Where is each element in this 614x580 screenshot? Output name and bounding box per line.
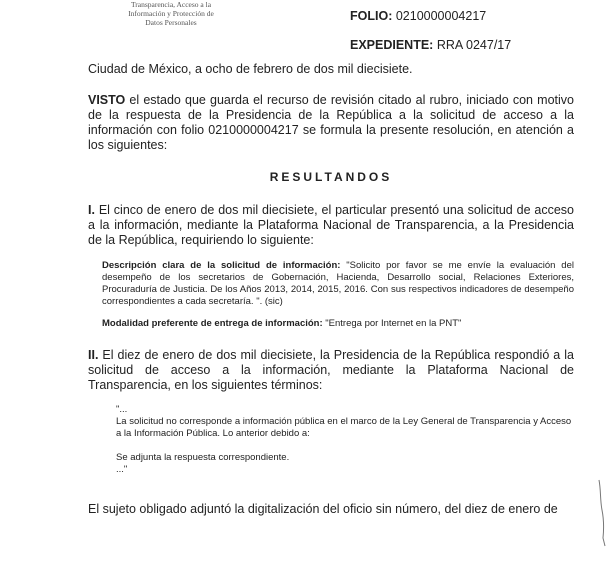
expediente-label: EXPEDIENTE: xyxy=(350,38,434,52)
folio xyxy=(350,9,486,23)
request-modality-text: "Entrega por Internet en la PNT" xyxy=(322,318,462,329)
institution-line: Datos Personales xyxy=(145,18,197,27)
document-body xyxy=(88,62,574,517)
institution-line: Transparencia, Acceso a la xyxy=(130,0,212,9)
response-open: "... xyxy=(116,404,128,415)
visto-paragraph xyxy=(88,93,574,153)
resultando-1-text: El cinco de enero de dos mil diecisiete, el particular presentó una solicitud de acceso a la información, mediante la Plataforma Nacional de Transparencia, a la Presidencia de la República, requiriendo lo siguiente: xyxy=(88,203,574,247)
folio-label: FOLIO: xyxy=(350,9,393,23)
request-modality xyxy=(102,318,574,330)
visto-label: VISTO xyxy=(88,93,126,107)
date-line: Ciudad de México, a ocho de febrero de dos mil diecisiete. xyxy=(88,62,413,76)
folio-value: 0210000004217 xyxy=(395,9,487,23)
resultando-1 xyxy=(88,203,574,248)
institution-line: Información y Protección de xyxy=(128,9,214,18)
continuation-line: El sujeto obligado adjuntó la digitalización del oficio sin número, del diez de enero de xyxy=(88,502,558,516)
section-title: RESULTANDOS xyxy=(269,170,393,184)
resultando-2-text: El diez de enero de dos mil diecisiete, la Presidencia de la República respondió a la solicitud de acceso a la información, mediante la Plataforma Nacional de Transparencia, en los siguientes términos: xyxy=(88,348,574,392)
request-quote xyxy=(102,260,574,330)
expediente-value: RRA 0247/17 xyxy=(436,38,512,52)
response-close: ..." xyxy=(116,464,128,475)
request-description xyxy=(102,260,574,308)
resultando-2-num: II. xyxy=(88,348,99,362)
response-text: La solicitud no corresponde a información pública en el marco de la Ley General de Transparencia y Acceso a la Información Pública. Lo anterior debido a: xyxy=(116,416,572,439)
margin-signature-mark xyxy=(596,478,608,548)
expediente xyxy=(350,38,511,52)
visto-text: el estado que guarda el recurso de revisión citado al rubro, iniciado con motivo de la respuesta de la Presidencia de la República a la solicitud de acceso a la información con folio 0210000004217 se formula la presente resolución, en atención a los siguientes: xyxy=(88,93,574,152)
response-quote xyxy=(116,404,574,476)
request-description-label: Descripción clara de la solicitud de información: xyxy=(102,260,341,271)
institution-name xyxy=(96,0,246,27)
request-modality-label: Modalidad preferente de entrega de información: xyxy=(102,318,323,329)
resultando-1-num: I. xyxy=(88,203,95,217)
request-description-text: "Solicito por favor se me envíe la evaluación del desempeño de los secretarios de Gobernación, Hacienda, Desarrollo social, Relaciones Exteriores, Procuraduría de Justicia. De los Años 2013, 2014, 2015, 2016. Con sus respectivos indicadores de desempeño correspondientes a cada secretaría. ". (sic) xyxy=(102,260,574,307)
resultando-2 xyxy=(88,348,574,393)
response-attachment: Se adjunta la respuesta correspondiente. xyxy=(116,452,290,463)
